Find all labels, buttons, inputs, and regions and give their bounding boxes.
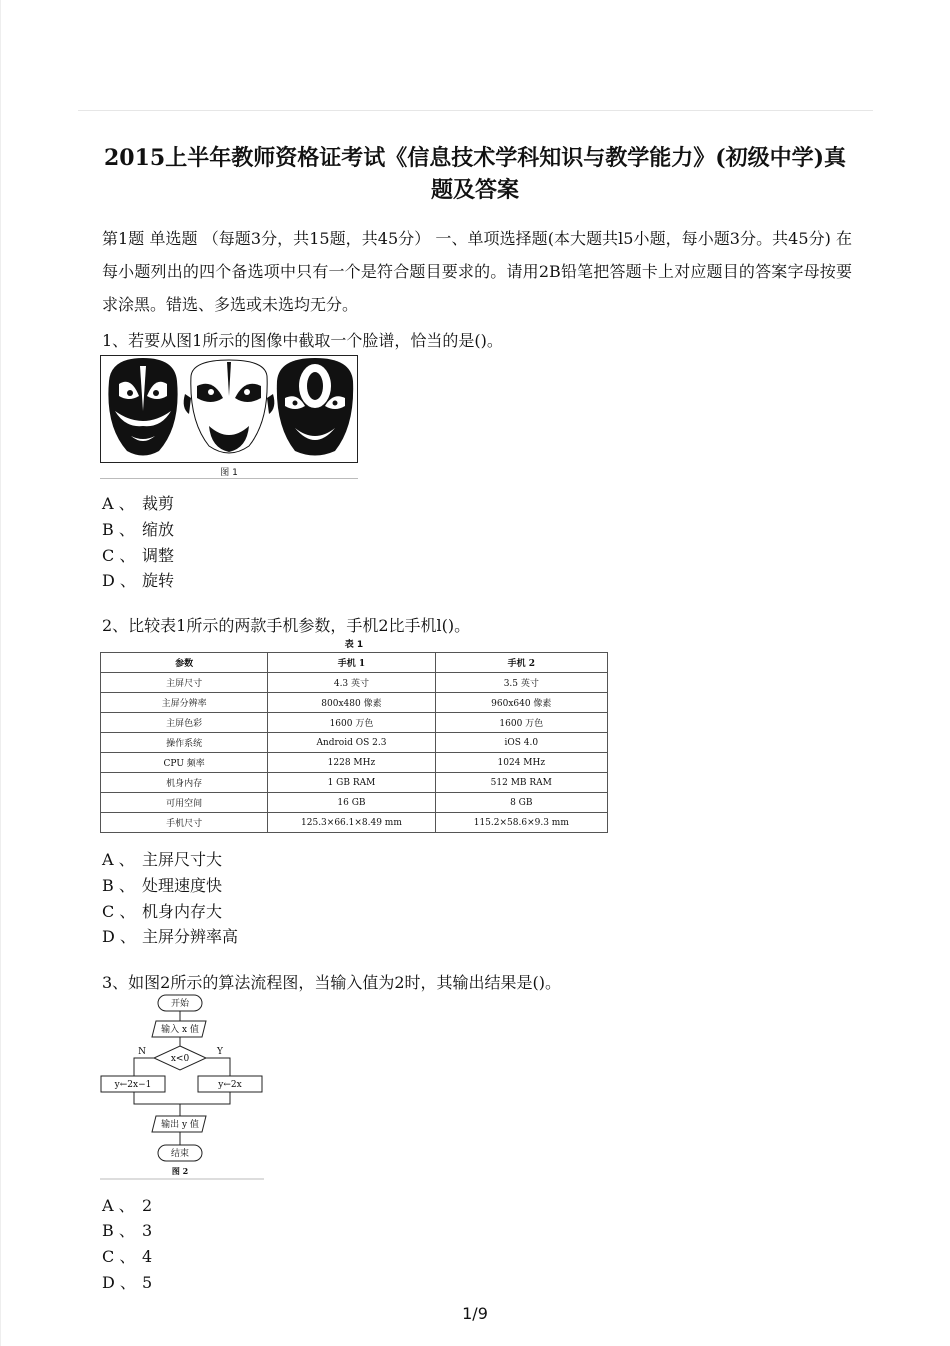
table-row [101, 753, 608, 773]
table-cell: 1024 MHz [435, 753, 607, 773]
option-letter: B 、 [102, 520, 135, 539]
table-cell: 3.5 英寸 [435, 673, 607, 693]
option-letter: D 、 [102, 927, 136, 946]
table-cell: 4.3 英寸 [268, 673, 435, 693]
figure-1-opera-masks [100, 355, 358, 479]
table-cell: 1600 万色 [268, 713, 435, 733]
q3-option-b[interactable] [102, 1220, 152, 1242]
option-text: 裁剪 [142, 494, 175, 513]
question-1-stem: 1、若要从图1所示的图像中截取一个脸谱，恰当的是()。 [102, 331, 503, 350]
figure-2-flowchart [100, 994, 264, 1180]
table-cell: Android OS 2.3 [268, 733, 435, 753]
option-text: 处理速度快 [142, 876, 223, 895]
question-2-stem: 2、比较表1所示的两款手机参数，手机2比手机l()。 [102, 616, 471, 635]
q1-option-a[interactable] [102, 493, 174, 515]
option-letter: D 、 [102, 571, 136, 590]
option-text: 调整 [142, 546, 175, 565]
figure-1-frame [100, 355, 358, 463]
q3-option-c[interactable] [102, 1246, 152, 1268]
table-cell: 机身内存 [101, 773, 268, 793]
option-letter: B 、 [102, 1221, 135, 1240]
flow-yes-label: Y [217, 1047, 223, 1057]
table-cell: 1228 MHz [268, 753, 435, 773]
q1-option-d[interactable] [102, 570, 174, 592]
flow-right-label: y←2x [218, 1080, 242, 1090]
opera-mask-1 [108, 358, 177, 456]
table-cell: 主屏尺寸 [101, 673, 268, 693]
q1-option-c[interactable] [102, 545, 174, 567]
option-letter: A 、 [102, 1196, 135, 1215]
page-number: 1/9 [462, 1304, 488, 1323]
table-cell: 操作系统 [101, 733, 268, 753]
table-row [101, 773, 608, 793]
question-3-stem: 3、如图2所示的算法流程图，当输入值为2时，其输出结果是()。 [102, 973, 562, 992]
table-cell: iOS 4.0 [435, 733, 607, 753]
table-cell: 手机尺寸 [101, 813, 268, 833]
flow-cond-label: x<0 [170, 1054, 190, 1064]
option-letter: C 、 [102, 1247, 136, 1266]
option-text: 4 [142, 1247, 153, 1266]
table-cell: 8 GB [435, 793, 607, 813]
q2-option-a[interactable] [102, 849, 222, 871]
figure-1-underline [100, 478, 358, 479]
q2-option-c[interactable] [102, 901, 222, 923]
q1-option-b[interactable] [102, 519, 174, 541]
section-intro: 第1题 单选题 （每题3分，共15题，共45分） 一、单项选择题(本大题共l5小题，每小题3分。共45分) 在每小题列出的四个备选项中只有一个是符合题目要求的。请用2B铅笔把答题卡上对应题目的答案字母按要求涂黑。错选、多选或未选均无分。 [102, 229, 852, 314]
table-cell: 125.3×66.1×8.49 mm [268, 813, 435, 833]
figure-1-caption: 图 1 [220, 468, 238, 478]
table-header-cell: 手机 2 [435, 653, 607, 673]
table-header-cell: 手机 1 [268, 653, 435, 673]
q2-option-b[interactable] [102, 875, 222, 897]
table-row [101, 673, 608, 693]
flow-end-label: 结束 [170, 1149, 190, 1159]
table-cell: 16 GB [268, 793, 435, 813]
table-row [101, 813, 608, 833]
q2-option-d[interactable] [102, 926, 238, 948]
opera-mask-3 [277, 358, 353, 456]
table-cell: CPU 频率 [101, 753, 268, 773]
option-text: 2 [142, 1196, 153, 1215]
table-header-cell: 参数 [101, 653, 268, 673]
option-letter: C 、 [102, 546, 136, 565]
table-row [101, 693, 608, 713]
q3-option-d[interactable] [102, 1272, 152, 1294]
table-1-caption: 表 1 [344, 640, 364, 650]
flow-input-label: 输入 x 值 [161, 1025, 199, 1035]
option-letter: A 、 [102, 850, 135, 869]
table-cell: 主屏分辨率 [101, 693, 268, 713]
flow-output-label: 输出 y 值 [161, 1120, 199, 1130]
option-text: 5 [142, 1273, 153, 1292]
top-divider [78, 110, 873, 111]
option-text: 主屏尺寸大 [142, 850, 223, 869]
table-cell: 1600 万色 [435, 713, 607, 733]
option-text: 3 [142, 1221, 153, 1240]
table-cell: 115.2×58.6×9.3 mm [435, 813, 607, 833]
option-text: 缩放 [142, 520, 175, 539]
option-letter: B 、 [102, 876, 135, 895]
table-cell: 800x480 像素 [268, 693, 435, 713]
opera-mask-2 [184, 360, 275, 453]
option-text: 旋转 [142, 571, 175, 590]
table-row [101, 793, 608, 813]
q3-option-a[interactable] [102, 1195, 152, 1217]
option-letter: D 、 [102, 1273, 136, 1292]
document-title: 2015上半年教师资格证考试《信息技术学科知识与教学能力》(初级中学)真题及答案 [103, 145, 847, 203]
table-cell: 512 MB RAM [435, 773, 607, 793]
page-edge [0, 0, 1, 1346]
phone-spec-table [100, 652, 608, 833]
flow-left-label: y←2x−1 [114, 1080, 152, 1090]
option-text: 主屏分辨率高 [142, 927, 239, 946]
opera-masks-image [101, 356, 357, 462]
table-cell: 1 GB RAM [268, 773, 435, 793]
figure-2-caption: 图 2 [171, 1166, 189, 1176]
table-cell: 主屏色彩 [101, 713, 268, 733]
flowchart-svg [100, 994, 264, 1180]
table-cell: 960x640 像素 [435, 693, 607, 713]
option-letter: C 、 [102, 902, 136, 921]
option-text: 机身内存大 [142, 902, 223, 921]
flow-start-label: 开始 [170, 999, 190, 1009]
flow-no-label: N [138, 1047, 146, 1057]
table-row [101, 733, 608, 753]
option-letter: A 、 [102, 494, 135, 513]
table-header-row [101, 653, 608, 673]
table-cell: 可用空间 [101, 793, 268, 813]
table-row [101, 713, 608, 733]
